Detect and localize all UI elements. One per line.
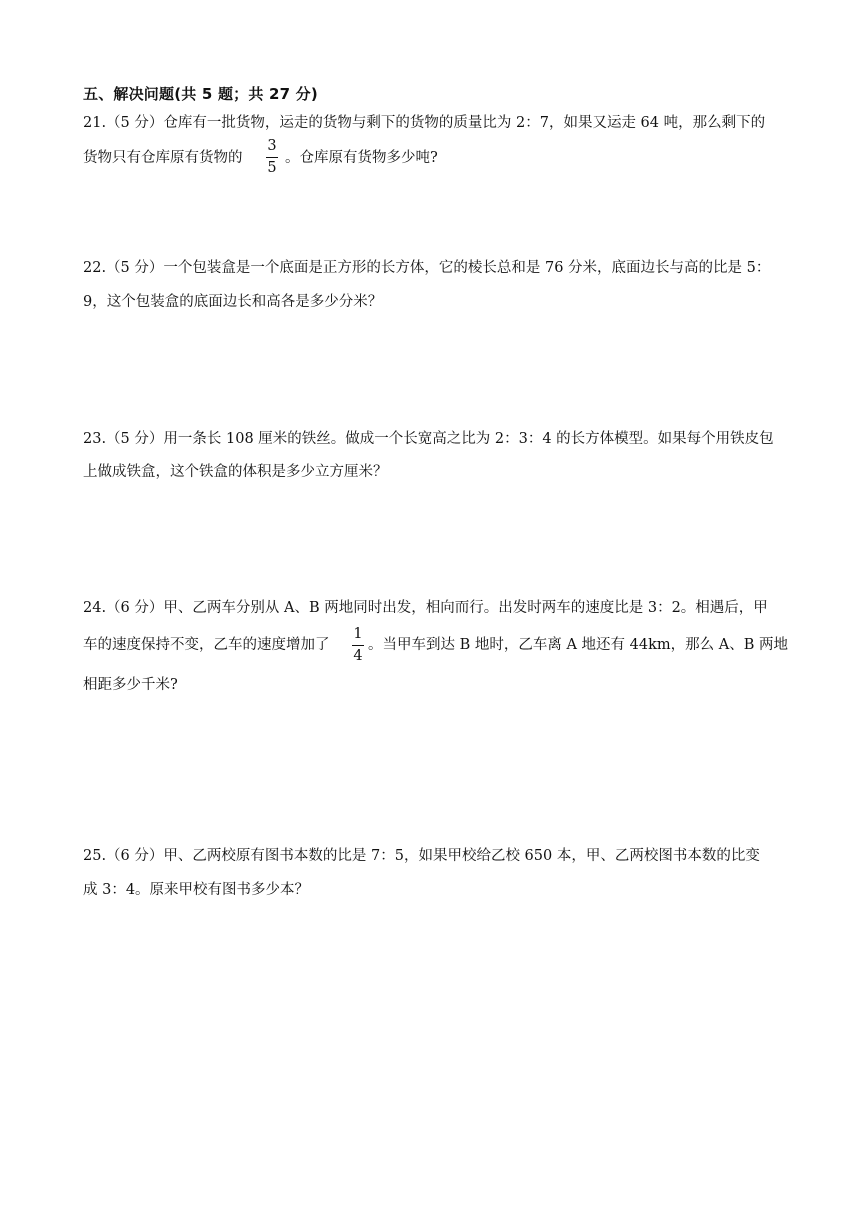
fraction-bar xyxy=(266,157,278,158)
question-23-line-1: 23.（5 分）用一条长 108 厘米的铁丝。做成一个长宽高之比为 2：3：4 的长方体模型。如果每个用铁皮包 xyxy=(83,431,774,447)
question-24-line-1: 24.（6 分）甲、乙两车分别从 A、B 两地同时出发，相向而行。出发时两车的速度比是 3：2。相遇后，甲 xyxy=(83,600,768,616)
fraction-denominator: 5 xyxy=(267,160,277,176)
question-21-line-2-start: 货物只有仓库原有货物的 xyxy=(83,150,243,166)
fraction-numerator: 3 xyxy=(267,138,277,154)
fraction-one-fourth xyxy=(352,626,364,665)
fraction-numerator: 1 xyxy=(353,626,363,642)
question-22-line-2: 9，这个包装盒的底面边长和高各是多少分米？ xyxy=(83,294,383,310)
section-title: 五、解决问题(共 5 题；共 27 分) xyxy=(83,85,318,103)
question-24-line-3: 相距多少千米? xyxy=(83,677,178,693)
fraction-three-fifths xyxy=(266,138,278,177)
question-25-line-2: 成 3：4。原来甲校有图书多少本？ xyxy=(83,882,310,898)
question-23-line-2: 上做成铁盒，这个铁盒的体积是多少立方厘米？ xyxy=(83,464,388,480)
fraction-denominator: 4 xyxy=(353,648,363,664)
question-25-line-1: 25.（6 分）甲、乙两校原有图书本数的比是 7：5，如果甲校给乙校 650 本，甲、乙两校图书本数的比变 xyxy=(83,848,760,864)
fraction-bar xyxy=(352,645,364,646)
question-22-line-1: 22.（5 分）一个包装盒是一个底面是正方形的长方体，它的棱长总和是 76 分米，底面边长与高的比是 5： xyxy=(83,260,771,276)
question-24-line-2-start: 车的速度保持不变，乙车的速度增加了 xyxy=(83,637,330,653)
question-24-line-2-end: 。当甲车到达 B 地时，乙车离 A 地还有 44km，那么 A、B 两地 xyxy=(368,637,789,653)
question-21-line-1: 21.（5 分）仓库有一批货物，运走的货物与剩下的货物的质量比为 2：7，如果又运走 64 吨，那么剩下的 xyxy=(83,115,766,131)
question-21-line-2-end: 。仓库原有货物多少吨? xyxy=(285,150,438,166)
